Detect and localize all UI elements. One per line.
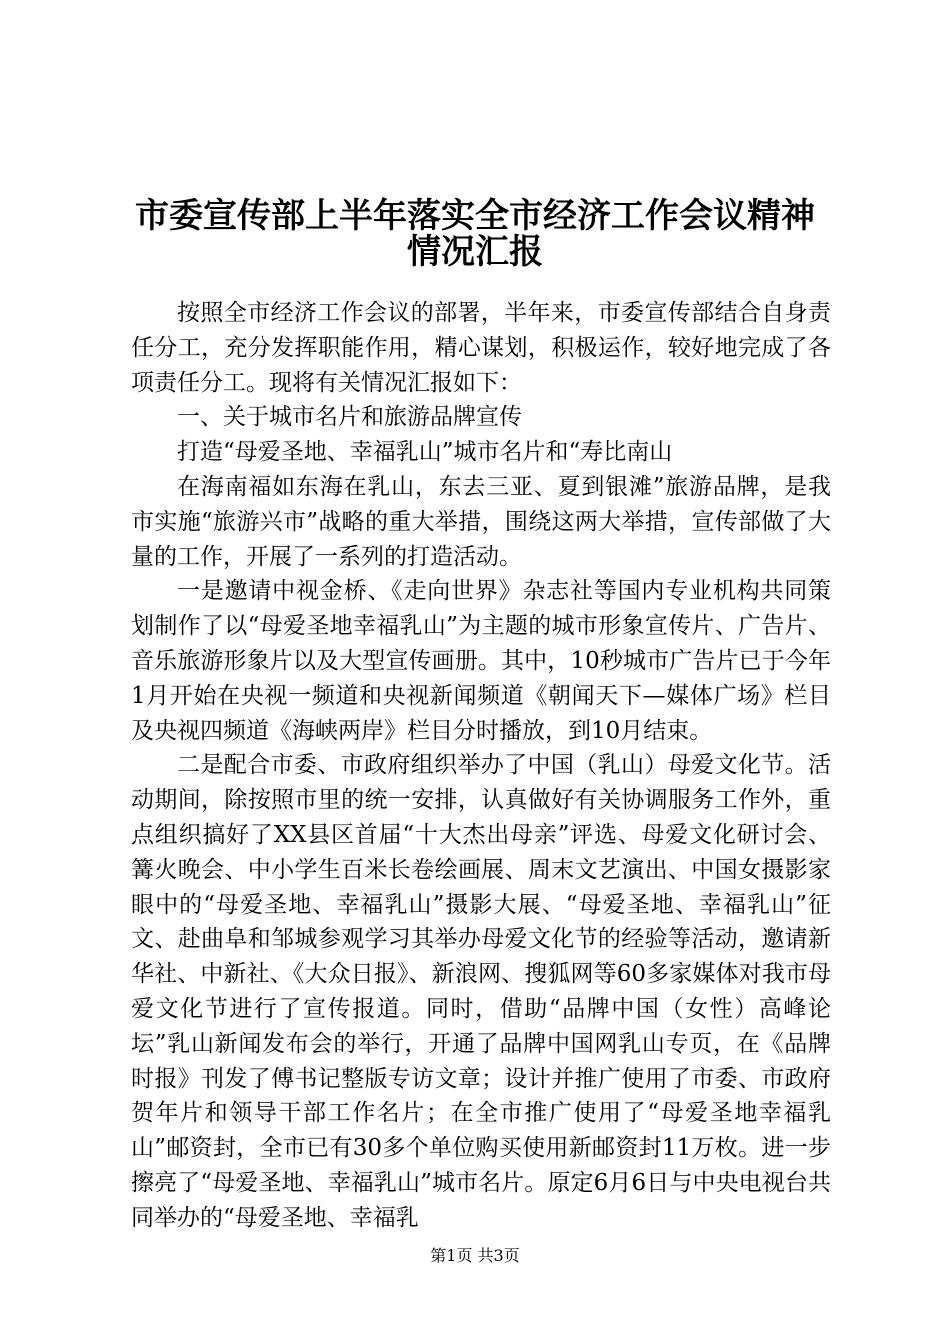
paragraph-city-card: 打造“母爱圣地、幸福乳山”城市名片和“寿比南山 [177,439,673,466]
paragraph-intro: 按照全市经济工作会议的部署，半年来，市委宣传部结合自身责任分工，充分发挥职能作用，精心谋划，积极运作，较好地完成了各项责任分工。现将有关情况汇报如下： [131,300,831,396]
document-title-line-1: 市委宣传部上半年落实全市经济工作会议精神 [135,196,815,236]
paragraph-tourism-brand: 在海南福如东海在乳山，东去三亚、夏到银滩”旅游品牌，是我市实施“旅游兴市”战略的重大举措，围绕这两大举措，宣传部做了大量的工作，开展了一系列的打造活动。 [131,473,831,570]
section-heading-1: 一、关于城市名片和旅游品牌宣传 [177,404,522,431]
document-title-line-2: 情况汇报 [407,232,543,272]
page-number-footer: 第1页 共3页 [430,1246,520,1265]
document-body [131,296,831,1236]
paragraph-item-two: 二是配合市委、市政府组织举办了中国（乳山）母爱文化节。活动期间，除按照市里的统一安排，认真做好有关协调服务工作外，重点组织搞好了XX县区首届“十大杰出母亲”评选、母爱文化研讨会、篝火晚会、中小学生百米长卷绘画展、周末文艺演出、中国女摄影家眼中的“母爱圣地、幸福乳山”摄影大展、“母爱圣地、幸福乳山”征文、赴曲阜和邹城参观学习其举办母爱文化节的经验等活动，邀请新华社、中新社、《大众日报》、新浪网、搜狐网等60多家媒体对我市母爱文化节进行了宣传报道。同时，借助“品牌中国（女性）高峰论坛”乳山新闻发布会的举行，开通了品牌中国网乳山专页，在《品牌时报》刊发了傅书记整版专访文章；设计并推广使用了市委、市政府贺年片和领导干部工作名片；在全市推广使用了“母爱圣地幸福乳山”邮资封，全市已有30多个单位购买使用新邮资封11万枚。进一步擦亮了“母爱圣地、幸福乳山”城市名片。原定6月6日与中央电视台共同举办的“母爱圣地、幸福乳 [131,752,831,1231]
paragraph-item-one: 一是邀请中视金桥、《走向世界》杂志社等国内专业机构共同策划制作了以“母爱圣地幸福乳山”为主题的城市形象宣传片、广告片、音乐旅游形象片以及大型宣传画册。其中，10秒城市广告片已于今年1月开始在央视一频道和央视新闻频道《朝闻天下—媒体广场》栏目及央视四频道《海峡两岸》栏目分时播放，到10月结束。 [131,578,831,744]
